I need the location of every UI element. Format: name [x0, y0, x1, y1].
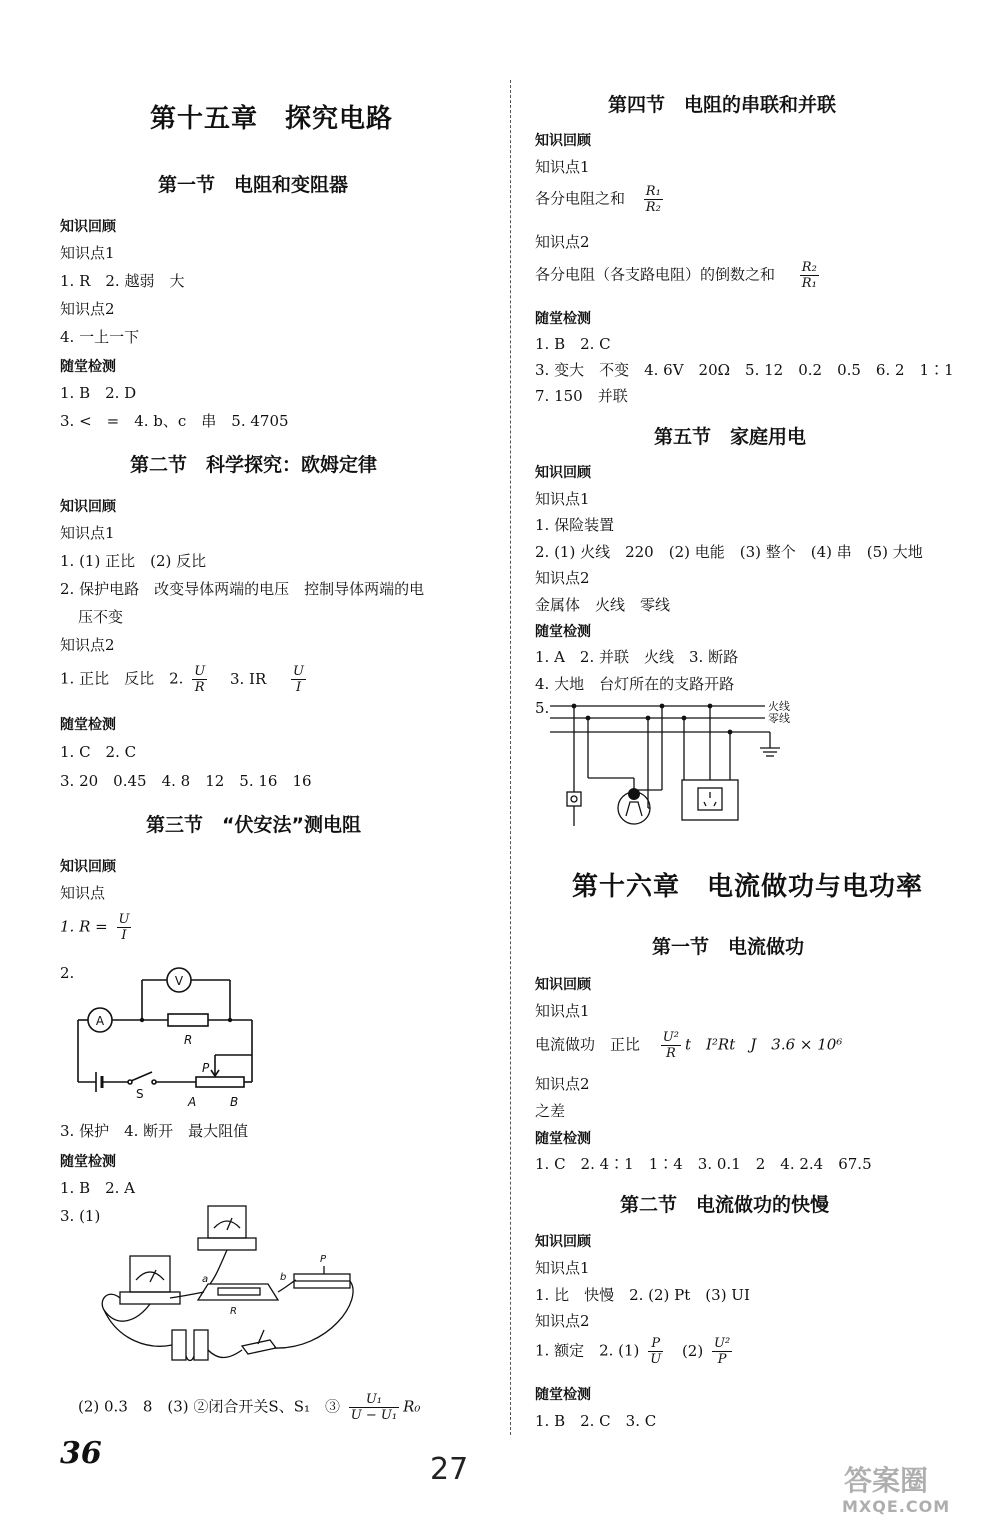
terminal-b-label: b [280, 1272, 287, 1283]
knowledge-point-label: 知识点1 [535, 1002, 590, 1020]
answer-line: 1. C 2. C [60, 743, 137, 761]
section-5-title: 第五节 家庭用电 [654, 426, 807, 448]
neutral-wire-label: 零线 [768, 712, 790, 725]
terminal-a-label: A [188, 1095, 197, 1109]
answer-line-formula: 1. R = $\frac{U}{I}$ [60, 912, 130, 943]
answer-line: 金属体 火线 零线 [535, 596, 671, 614]
answer-line-formula: 1. 额定 2. (1) $\frac{P}{U}$ (2) $\frac{\text{U²}}{P}$ [535, 1336, 731, 1367]
voltmeter-symbol: V [174, 974, 184, 988]
slider-label: P [320, 1254, 327, 1265]
fraction: $\frac{\text{U²}}{P}$ [713, 1336, 731, 1367]
section-3-title: 第三节 “伏安法”测电阻 [146, 814, 361, 836]
fraction: $\frac{\text{R₁}}{\text{R₂}}$ [645, 184, 661, 215]
c16-section-1-title: 第一节 电流做功 [652, 936, 805, 958]
answer-line: 2. (1) 火线 220 (2) 电能 (3) 整个 (4) 串 (5) 大地 [535, 543, 923, 561]
knowledge-point-label: 知识点1 [60, 524, 115, 542]
knowledge-review-heading: 知识回顾 [535, 1234, 591, 1250]
answer-line: 1. A 2. 并联 火线 3. 断路 [535, 648, 739, 666]
live-wire-label: 火线 [768, 700, 790, 713]
knowledge-point-label: 知识点 [60, 884, 106, 902]
answer-line-formula: 各分电阻（各支路电阻）的倒数之和 $\frac{\text{R₂}}{\text{R₁}}$ [535, 260, 817, 291]
knowledge-point-label: 知识点2 [535, 1312, 590, 1330]
answer-line: 之差 [535, 1102, 566, 1120]
knowledge-point-label: 知识点1 [535, 158, 590, 176]
answer-line: 7. 150 并联 [535, 387, 628, 405]
knowledge-review-heading: 知识回顾 [535, 133, 591, 149]
check-heading: 随堂检测 [60, 1154, 116, 1170]
answer-line: 3. 保护 4. 断开 最大阻值 [60, 1122, 249, 1140]
answer-line-formula: 各分电阻之和 $\frac{\text{R₁}}{\text{R₂}}$ [535, 184, 661, 215]
answer-line: 压不变 [78, 608, 124, 626]
answer-line: 4. 大地 台灯所在的支路开路 [535, 675, 735, 693]
knowledge-point-label: 知识点2 [60, 636, 115, 654]
knowledge-point-label: 知识点1 [60, 244, 115, 262]
fraction: $\frac{U}{R}$ [194, 664, 206, 695]
answer-line-formula: 1. 正比 反比 2. $\frac{U}{R}$ 3. IR $\frac{U}{I}$ [60, 664, 304, 695]
fraction: $\frac{U}{I}$ [293, 664, 304, 695]
chapter-15-title: 第十五章 探究电路 [150, 104, 394, 134]
fraction: $\frac{U}{I}$ [118, 912, 130, 943]
resistor-label: R [184, 1033, 193, 1047]
voltammeter-circuit-diagram [60, 960, 280, 1115]
ammeter-symbol: A [95, 1014, 105, 1028]
physical-circuit-illustration [98, 1200, 368, 1380]
answer-line: 1. B 2. C [535, 335, 611, 353]
knowledge-point-label: 知识点2 [535, 233, 590, 251]
knowledge-point-label: 知识点1 [535, 1259, 590, 1277]
page-number: 36 [60, 1436, 102, 1471]
watermark-text: 答案圈 [844, 1464, 929, 1497]
answer-line: 1. C 2. 4∶1 1∶4 3. 0.1 2 4. 2.4 67.5 [535, 1155, 872, 1173]
knowledge-review-heading: 知识回顾 [535, 465, 591, 481]
answer-line: 5. [535, 699, 550, 717]
terminal-a-label: a [202, 1274, 209, 1285]
handwritten-note: 27 [430, 1452, 469, 1487]
answer-line: 3. (1) [60, 1207, 101, 1225]
resistor-label: R [230, 1306, 237, 1317]
answer-line: 3. 20 0.45 4. 8 12 5. 16 16 [60, 772, 312, 790]
check-heading: 随堂检测 [535, 1387, 591, 1403]
knowledge-point-label: 知识点2 [60, 300, 115, 318]
column-divider [510, 80, 511, 1435]
answer-line: 2. 保护电路 改变导体两端的电压 控制导体两端的电 [60, 580, 425, 598]
terminal-b-label: B [230, 1095, 239, 1109]
answer-line: 4. 一上一下 [60, 328, 140, 346]
switch-label: S [136, 1087, 144, 1101]
household-wiring-diagram [540, 696, 810, 841]
answer-line: 1. R 2. 越弱 大 [60, 272, 185, 290]
knowledge-point-label: 知识点2 [535, 569, 590, 587]
answer-line: 3. 变大 不变 4. 6V 20Ω 5. 12 0.2 0.5 6. 2 1∶1 [535, 361, 954, 379]
fraction: $\frac{P}{U}$ [650, 1336, 662, 1367]
section-4-title: 第四节 电阻的串联和并联 [608, 94, 837, 116]
fraction: $\frac{\text{U₁}}{\text{U − U₁}}$ [350, 1392, 398, 1423]
answer-line: 1. 比 快慢 2. (2) Pt (3) UI [535, 1286, 750, 1304]
check-heading: 随堂检测 [535, 311, 591, 327]
answer-line: 1. 保险装置 [535, 516, 615, 534]
fraction: $\frac{\text{R₂}}{\text{R₁}}$ [801, 260, 817, 291]
answer-line: 1. B 2. D [60, 384, 137, 402]
check-heading: 随堂检测 [535, 624, 591, 640]
knowledge-review-heading: 知识回顾 [535, 977, 591, 993]
knowledge-review-heading: 知识回顾 [60, 499, 116, 515]
knowledge-point-label: 知识点1 [535, 490, 590, 508]
answer-line-formula: 电流做功 正比 $\frac{\text{U²}}{R}$ t I²Rt J 3.6 × 10⁶ [535, 1030, 843, 1061]
knowledge-point-label: 知识点2 [535, 1075, 590, 1093]
answer-line: 1. B 2. A [60, 1179, 136, 1197]
slider-label: P [202, 1061, 210, 1075]
check-heading: 随堂检测 [60, 717, 116, 733]
knowledge-review-heading: 知识回顾 [60, 219, 116, 235]
chapter-16-title: 第十六章 电流做功与电功率 [572, 872, 924, 902]
answer-line: 1. (1) 正比 (2) 反比 [60, 552, 207, 570]
c16-section-2-title: 第二节 电流做功的快慢 [620, 1194, 830, 1216]
fraction: $\frac{\text{U²}}{R}$ [662, 1030, 679, 1061]
watermark-url: MXQE.COM [842, 1497, 951, 1516]
knowledge-review-heading: 知识回顾 [60, 859, 116, 875]
section-2-title: 第二节 科学探究：欧姆定律 [130, 454, 378, 476]
check-heading: 随堂检测 [60, 359, 116, 375]
answer-line-formula: (2) 0.3 8 (3) ②闭合开关S、S₁ ③ $\frac{\text{U₁}}{\text{U − U₁}}$ R₀ [78, 1392, 421, 1423]
answer-line: 3. < = 4. b、c 串 5. 4705 [60, 412, 289, 430]
check-heading: 随堂检测 [535, 1131, 591, 1147]
answer-line: 1. B 2. C 3. C [535, 1412, 657, 1430]
watermark-logo [840, 1460, 990, 1516]
answer-line: 2. [60, 964, 75, 982]
section-1-title: 第一节 电阻和变阻器 [158, 174, 349, 196]
